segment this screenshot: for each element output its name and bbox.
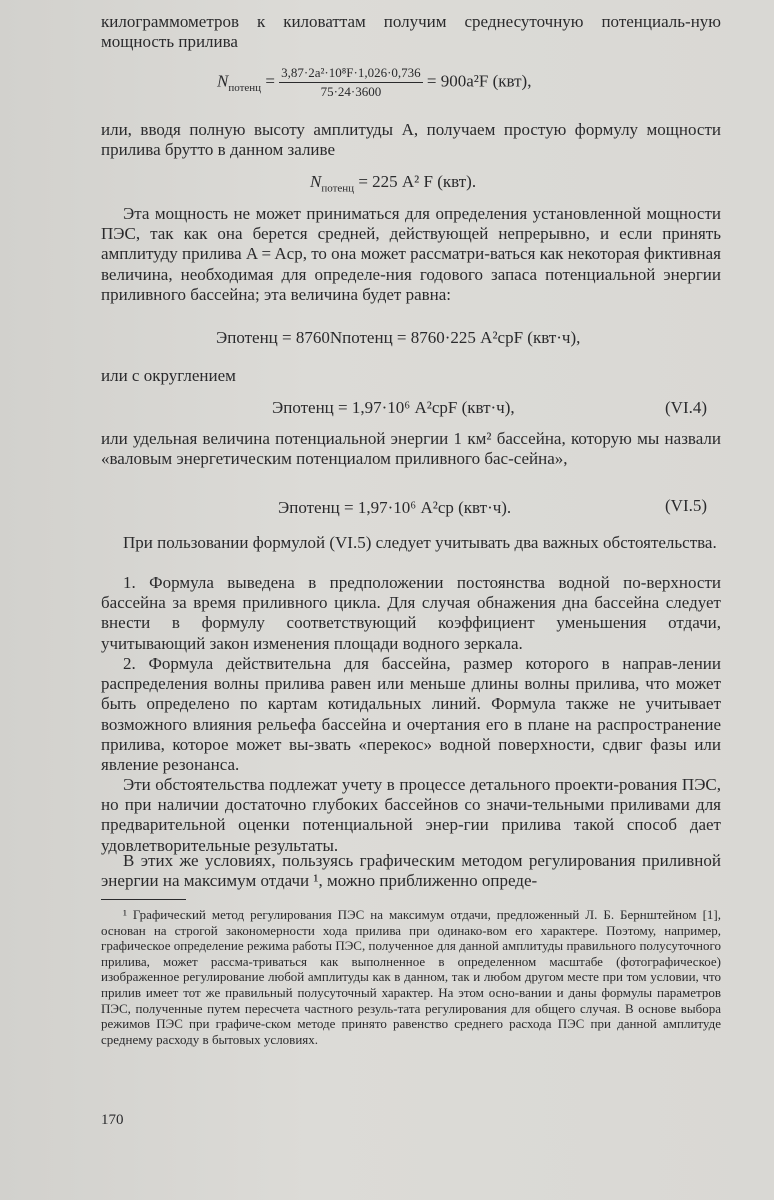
formula-annual-energy	[216, 328, 580, 348]
footnote	[101, 907, 721, 1047]
formula-lhs-sub: потенц	[321, 182, 355, 195]
paragraph-10	[101, 851, 721, 891]
paragraph-9	[101, 775, 721, 856]
paragraph-text: или, вводя полную высоту амплитуды A, получаем простую формулу мощности прилива брутто в данном заливе	[101, 120, 721, 160]
footnote-divider	[101, 899, 186, 900]
paragraph-5	[101, 429, 721, 469]
paragraph-text: При пользовании формулой (VI.5) следует учитывать два важных обстоятельства.	[123, 533, 717, 552]
paragraph-text: 1. Формула выведена в предположении постоянства водной по-верхности бассейна за время приливного цикла. Для случая обнажения дна бассейна следует внести в формулу соответствующий коэффициент уменьшения отдачи, учитывающий закон изменения площади водного зеркала.	[101, 573, 721, 653]
equation-number-vi4: (VI.4)	[665, 398, 708, 417]
formula-lhs-sub: потенц	[228, 81, 262, 94]
formula-text: Эпотенц = 8760Nпотенц = 8760·225 A²срF (квт·ч),	[216, 328, 581, 347]
paragraph-text: 2. Формула действительна для бассейна, размер которого в направ-лении распределения волны прилива равен или меньше длины волны прилива, что может быть определено по картам котидальных линий. Формула также не учитывает возможного влияния рельефа бассейна и очертания его в плане на распространение прилива, которое может вы-звать «перекос» водной поверхности, сдвиг фазы или явление резонанса.	[101, 654, 721, 775]
paragraph-text: В этих же условиях, пользуясь графическим методом регулирования приливной энергии на максимум отдачи ¹, можно приближенно опреде-	[101, 851, 721, 891]
paragraph-7	[101, 573, 721, 654]
paragraph-top	[101, 12, 721, 52]
fraction-denominator: 75·24·3600	[320, 84, 382, 99]
paragraph-text: или удельная величина потенциальной энергии 1 км² бассейна, которую мы назвали «валовым энергетическим потенциалом приливного бас-сейна»,	[101, 429, 721, 469]
formula-power-gross	[310, 172, 476, 194]
paragraph-3	[101, 204, 721, 305]
equation-number-vi5: (VI.5)	[665, 496, 708, 515]
formula-fraction	[279, 65, 423, 100]
paragraph-4	[101, 366, 721, 386]
formula-vi5	[278, 498, 511, 518]
paragraph-text: килограммометров к киловаттам получим среднесуточную потенциаль-ную мощность прилива	[101, 12, 721, 52]
formula-rhs: = 900a²F (квт),	[426, 71, 532, 91]
paragraph-8	[101, 654, 721, 775]
footnote-text: ¹ Графический метод регулирования ПЭС на максимум отдачи, предложенный Л. Б. Бернштейном [1], основан на строгой закономерности хода прилива при одинако-вом его характере. Поэтому, например, графическое определение режима работы ПЭС, полученное для данной амплитуды правильного полусуточного прилива, может рассма-триваться как выполненное в определенном масштабе (фотографическое) изображенное регулирование любой амплитуды как в данном, так и любом другом месте при том условии, что прилив имеет тот же правильный полусуточный характер. На этом осно-вании и даны формулы параметров ПЭС, полученные путем пересчета частного резуль-тата регулирования для общего случая. В основе выбора режимов ПЭС при графиче-ском методе принято равенство среднего расхода ПЭС при данной амплитуде среднему расходу в бытовых условиях.	[101, 907, 721, 1047]
paragraph-text: или с округлением	[101, 366, 236, 385]
formula-vi4	[272, 398, 515, 418]
page-number: 170	[101, 1112, 124, 1128]
formula-rhs: = 225 A² F (квт).	[358, 172, 477, 191]
formula-lhs: N	[217, 71, 229, 91]
formula-power-avg: $N_{потенц}$ = $\frac{\text{3,87·2a²·10⁸F·1,026·0,736}}{75\cdot 24\cdot 3600}$ = 900a²F (квт),	[217, 65, 532, 99]
formula-text: Эпотенц = 1,97·10⁶ A²срF (квт·ч),	[272, 398, 515, 417]
paragraph-2	[101, 120, 721, 160]
paragraph-text: Эти обстоятельства подлежат учету в процессе детального проекти-рования ПЭС, но при наличии достаточно глубоких бассейнов со значи-тельными приливами для предварительной оценки потенциальной энер-гии прилива такой способ дает удовлетворительные результаты.	[101, 775, 721, 855]
paragraph-text: Эта мощность не может приниматься для определения установленной мощности ПЭС, так как она берется средней, действующей непрерывно, и если принять амплитуду прилива A = Aср, то она может рассматри-ваться как некоторая фиктивная величина, необходимая для определе-ния годового запаса потенциальной энергии приливного бассейна; эта величина будет равна:	[101, 204, 721, 304]
formula-text: Эпотенц = 1,97·10⁶ A²ср (квт·ч).	[278, 498, 512, 517]
fraction-numerator: 3,87·2a²·10⁸F·1,026·0,736	[279, 65, 423, 83]
formula-lhs: N	[310, 172, 322, 191]
paragraph-6	[101, 533, 721, 553]
